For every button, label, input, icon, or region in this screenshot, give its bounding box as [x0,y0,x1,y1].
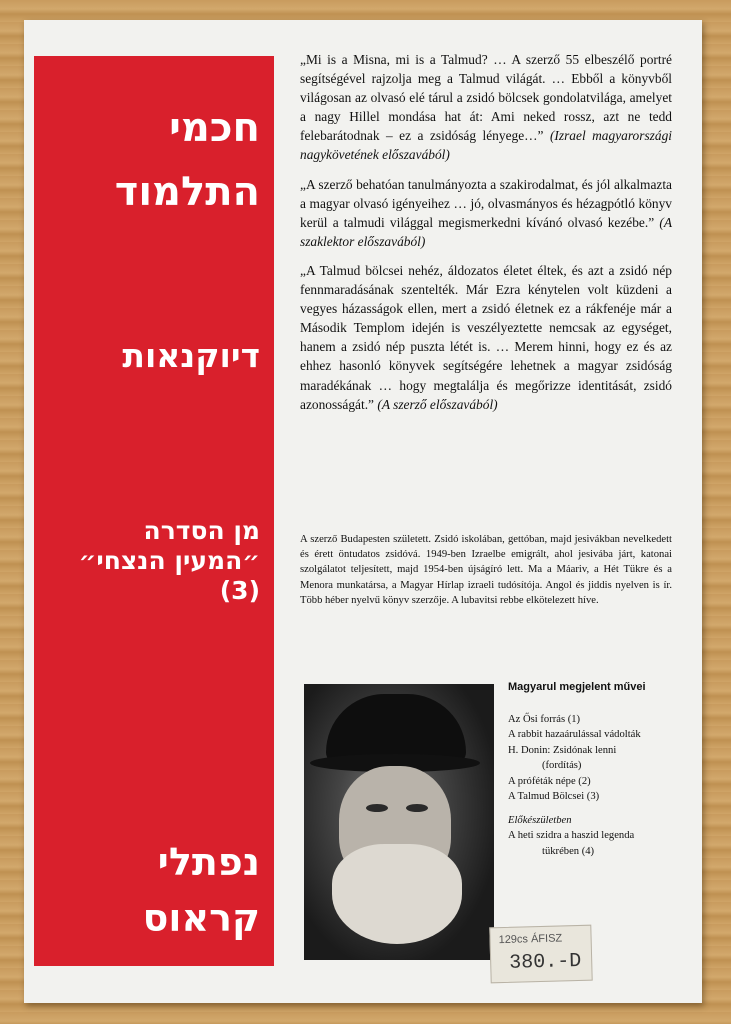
photo-eye-left [366,804,388,812]
quote-1-text: „Mi is a Misna, mi is a Talmud? … A szerző 55 elbeszélő portré segítségével rajzolja meg a Talmud világát. … Ebből a könyvből világosan az olvasó elé tárul a zsidó bölcsek gondolatvilága, amelyet a nagy Hillel mondása hat át: Ami neked rossz, azt ne tedd felebarátodnak – ez a zsidóság lényege…” [300,52,672,144]
works-heading: Magyarul megjelent művei [508,681,646,693]
quote-1 [300,50,672,165]
works-item: A rabbit hazaárulással vádolták [508,729,641,740]
hebrew-series-line-2: ״המעין הנצחי״ [78,546,260,575]
hebrew-title-line-2: התלמוד [114,169,260,215]
quote-3 [300,261,672,414]
photo-eye-right [406,804,428,812]
sticker-price: 380.-D [508,949,582,975]
works-item: A Talmud Bölcsei (3) [508,791,600,802]
hebrew-series-line-1: מן הסדרה [143,516,260,545]
red-title-panel [34,56,274,966]
author-photo [304,684,494,960]
author-bio: A szerző Budapesten született. Zsidó iskolában, gettóban, majd jesivákban nevelkedett és érett öntudatos zsidóvá. 1949-ben Izraelbe emigrált, ahol jesivába járt, katonai szolgálatot teljesített, majd 1954-ben újságíró lett. Ma a Máariv, a Hét Tükre és a Menora munkatársa, a Magyar Hírlap izraeli tudósítója. Angol és jiddis nyelven is ír. Több héber nyelvű könyv szerzője. A lubavitsi rebbe elkötelezett híve. [300,534,672,606]
quote-2 [300,175,672,251]
hebrew-author-first: נפתלי [157,840,260,884]
quote-3-source: (A szerző előszavából) [377,396,498,412]
works-list [508,680,683,859]
price-sticker [489,925,592,984]
hebrew-series [44,516,260,606]
sticker-code: 129cs ÁFISZ [498,932,563,947]
hebrew-title [44,96,260,224]
photo-beard [332,844,462,944]
works-item: A próféták népe (2) [508,775,591,787]
hebrew-author [44,834,260,946]
hebrew-subtitle: דיוקנאות [122,336,260,375]
hebrew-title-line-1: חכמי [169,105,260,151]
quote-2-source: (A szaklektor előszavából) [300,214,672,249]
works-item: H. Donin: Zsidónak lenni [508,744,617,756]
works-prep-item: A heti szidra a haszid legenda [508,830,635,841]
works-item: Az Ősi forrás (1) [508,713,581,725]
blurb-quotes [300,50,672,424]
hebrew-series-number: (3) [219,576,260,605]
works-prep-items [508,828,683,859]
works-prep-label: Előkészületben [508,814,572,826]
works-item: (fordítás) [542,760,582,771]
quote-1-source: (Izrael magyarországi nagykövetének előszavából) [300,128,672,163]
works-items [508,712,683,805]
hebrew-author-last: קראוס [142,896,260,940]
works-prep-item: tükrében (4) [542,845,595,857]
quote-2-text: „A szerző behatóan tanulmányozta a szakirodalmat, és jól alkalmazta a magyar olvasó igényeihez … jó, olvasmányos és hézagpótló könyv kerül a talmudi világgal megismerkedni kívánó olvasó kezébe.” [300,176,672,230]
quote-3-text: „A Talmud bölcsei nehéz, áldozatos életet éltek, és azt a zsidó nép fennmaradásának szentelték. Már Ezra kénytelen volt küzdeni a vegyes házasságok ellen, mert a zsidó életnek ez a rákfenéje már a Második Templom idején is veszélyeztette nemcsak az egységet, hanem a zsidó nép puszta létét is. … Merem hinni, hogy ez és az ehhez hasonló könyvek segítségére lehetnek a magyar zsidóság maradékának … hogy megtalálja és megőrizze identitását, zsidó azonosságát.” [300,262,672,412]
